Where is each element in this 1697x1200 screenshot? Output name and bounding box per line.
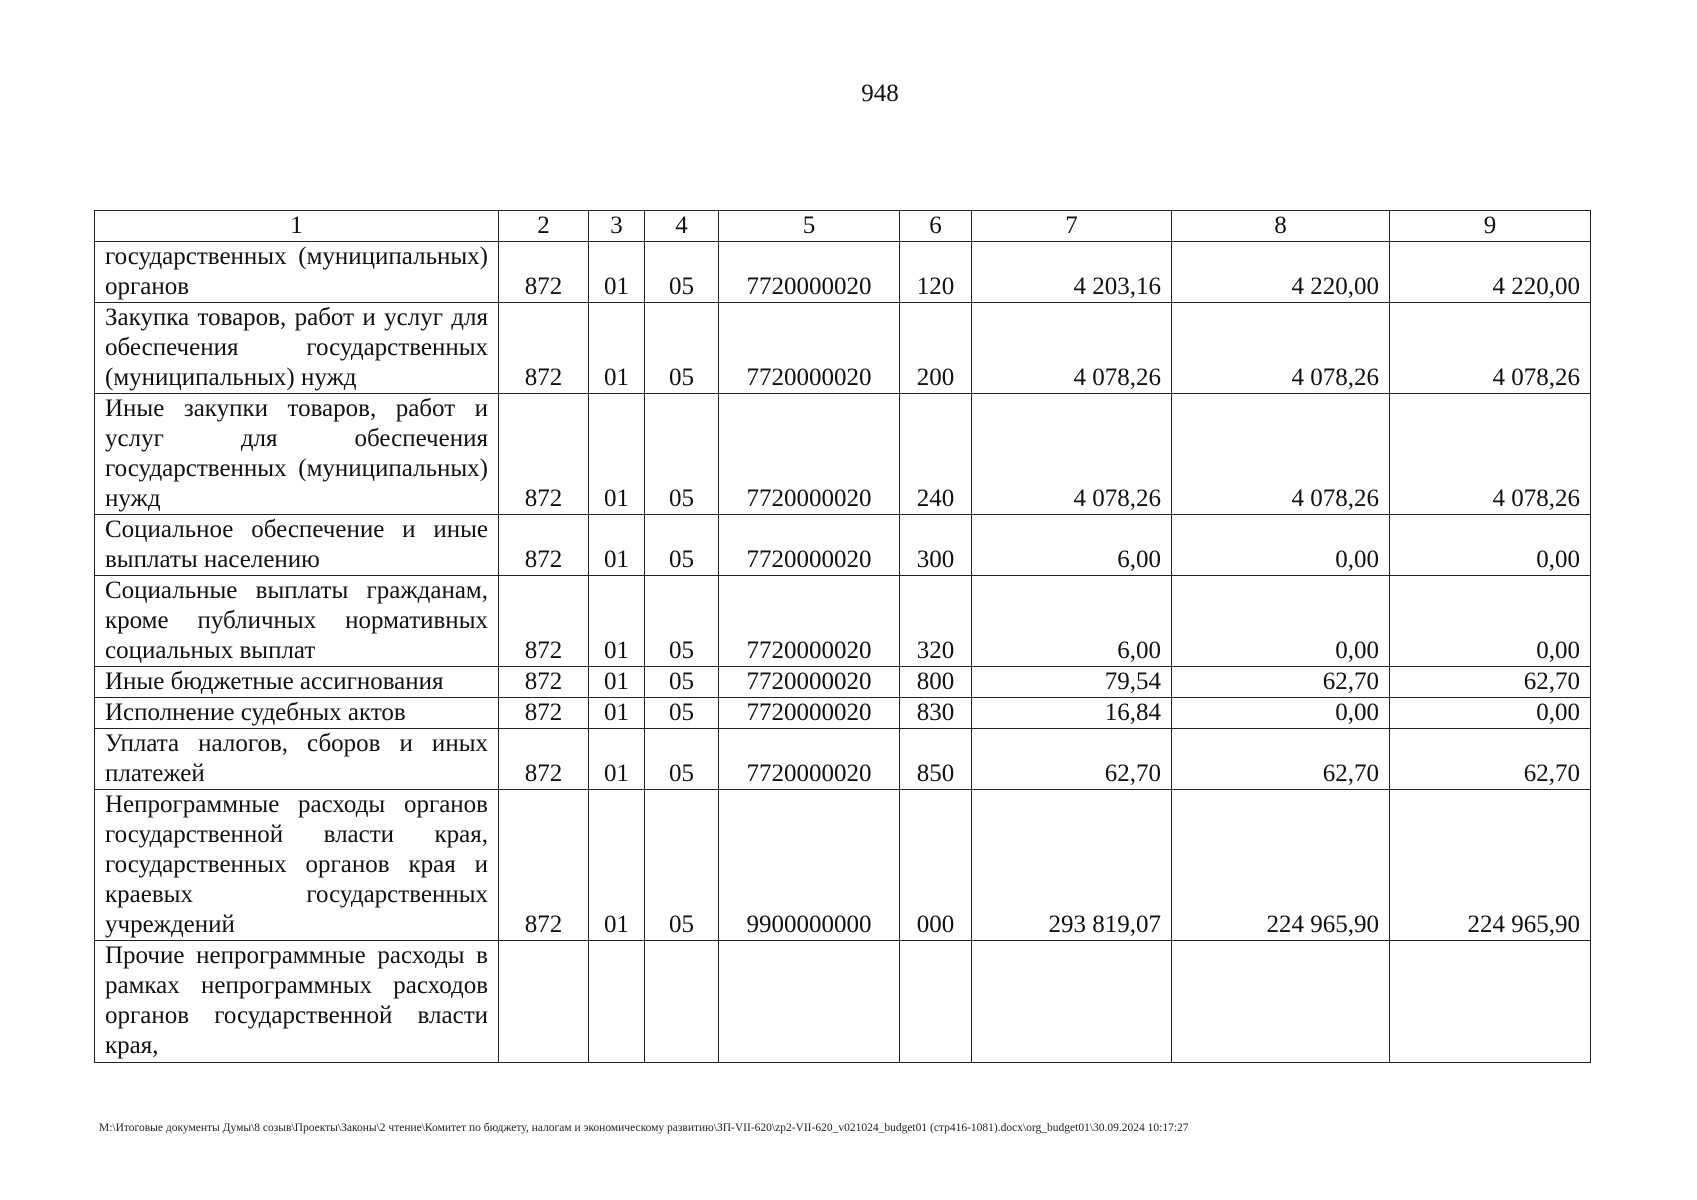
cell-col-3: 01	[589, 394, 645, 515]
cell-col-4: 05	[645, 698, 719, 729]
cell-col-9: 62,70	[1390, 667, 1591, 698]
table-row	[95, 576, 1591, 667]
cell-col-6: 120	[900, 242, 972, 303]
table-row	[95, 394, 1591, 515]
cell-col-2: 872	[499, 698, 589, 729]
cell-col-3: 01	[589, 698, 645, 729]
budget-table	[94, 210, 1591, 1063]
cell-col-6: 320	[900, 576, 972, 667]
cell-col-4: 05	[645, 515, 719, 576]
cell-col-2: 872	[499, 515, 589, 576]
cell-col-9: 0,00	[1390, 698, 1591, 729]
cell-col-5	[719, 941, 900, 1063]
table-row	[95, 698, 1591, 729]
header-col-5: 5	[719, 211, 900, 242]
cell-col-4	[645, 941, 719, 1063]
cell-col-8: 224 965,90	[1172, 790, 1390, 941]
cell-col-9: 4 078,26	[1390, 303, 1591, 394]
cell-col-3: 01	[589, 729, 645, 790]
cell-col-7: 6,00	[972, 515, 1172, 576]
cell-col-4: 05	[645, 394, 719, 515]
header-col-4: 4	[645, 211, 719, 242]
row-name: Социальное обеспечение и иные выплаты населению	[95, 515, 499, 576]
cell-col-9: 4 220,00	[1390, 242, 1591, 303]
cell-col-5: 7720000020	[719, 242, 900, 303]
cell-col-5: 7720000020	[719, 394, 900, 515]
table-row	[95, 242, 1591, 303]
footer-file-path: M:\Итоговые документы Думы\8 созыв\Проекты\Законы\2 чтение\Комитет по бюджету, налогам и экономическому развитию\ЗП-VII-620\zp2-VII-620_v021024_budget01 (стр416-1081).docx\org_budget01\30.09.2024 10:17:27	[99, 1122, 1189, 1134]
header-col-6: 6	[900, 211, 972, 242]
cell-col-8: 62,70	[1172, 729, 1390, 790]
page-number: 948	[861, 80, 899, 107]
row-name: Закупка товаров, работ и услуг для обеспечения государственных (муниципальных) нужд	[95, 303, 499, 394]
cell-col-7: 62,70	[972, 729, 1172, 790]
header-col-8: 8	[1172, 211, 1390, 242]
cell-col-4: 05	[645, 303, 719, 394]
row-name: Уплата налогов, сборов и иных платежей	[95, 729, 499, 790]
cell-col-4: 05	[645, 790, 719, 941]
cell-col-3: 01	[589, 303, 645, 394]
cell-col-7: 16,84	[972, 698, 1172, 729]
cell-col-9: 0,00	[1390, 576, 1591, 667]
cell-col-9: 4 078,26	[1390, 394, 1591, 515]
cell-col-4: 05	[645, 576, 719, 667]
header-col-3: 3	[589, 211, 645, 242]
cell-col-3	[589, 941, 645, 1063]
header-col-9: 9	[1390, 211, 1591, 242]
row-name: государственных (муниципальных) органов	[95, 242, 499, 303]
cell-col-6: 830	[900, 698, 972, 729]
cell-col-9: 62,70	[1390, 729, 1591, 790]
cell-col-7: 79,54	[972, 667, 1172, 698]
cell-col-9	[1390, 941, 1591, 1063]
cell-col-5: 9900000000	[719, 790, 900, 941]
header-col-1: 1	[95, 211, 499, 242]
cell-col-8: 0,00	[1172, 576, 1390, 667]
cell-col-9: 0,00	[1390, 515, 1591, 576]
table-row	[95, 941, 1591, 1063]
cell-col-3: 01	[589, 576, 645, 667]
cell-col-6: 240	[900, 394, 972, 515]
cell-col-6: 850	[900, 729, 972, 790]
cell-col-5: 7720000020	[719, 729, 900, 790]
cell-col-4: 05	[645, 729, 719, 790]
cell-col-5: 7720000020	[719, 303, 900, 394]
cell-col-7: 4 078,26	[972, 303, 1172, 394]
cell-col-7: 4 078,26	[972, 394, 1172, 515]
header-col-7: 7	[972, 211, 1172, 242]
cell-col-3: 01	[589, 515, 645, 576]
cell-col-8	[1172, 941, 1390, 1063]
header-col-2: 2	[499, 211, 589, 242]
cell-col-8: 4 078,26	[1172, 394, 1390, 515]
cell-col-6: 200	[900, 303, 972, 394]
cell-col-2: 872	[499, 394, 589, 515]
cell-col-5: 7720000020	[719, 576, 900, 667]
cell-col-6	[900, 941, 972, 1063]
table-row	[95, 515, 1591, 576]
cell-col-3: 01	[589, 242, 645, 303]
cell-col-8: 0,00	[1172, 698, 1390, 729]
cell-col-6: 800	[900, 667, 972, 698]
table-header-row	[95, 211, 1591, 242]
table-row	[95, 303, 1591, 394]
cell-col-3: 01	[589, 667, 645, 698]
cell-col-2: 872	[499, 303, 589, 394]
cell-col-9: 224 965,90	[1390, 790, 1591, 941]
cell-col-2: 872	[499, 729, 589, 790]
cell-col-8: 62,70	[1172, 667, 1390, 698]
row-name: Социальные выплаты гражданам, кроме публичных нормативных социальных выплат	[95, 576, 499, 667]
cell-col-6: 000	[900, 790, 972, 941]
cell-col-6: 300	[900, 515, 972, 576]
cell-col-7: 6,00	[972, 576, 1172, 667]
cell-col-5: 7720000020	[719, 698, 900, 729]
row-name: Непрограммные расходы органов государственной власти края, государственных органов края и краевых государственных учреждений	[95, 790, 499, 941]
cell-col-8: 4 220,00	[1172, 242, 1390, 303]
cell-col-8: 4 078,26	[1172, 303, 1390, 394]
cell-col-7: 4 203,16	[972, 242, 1172, 303]
cell-col-7: 293 819,07	[972, 790, 1172, 941]
row-name: Иные закупки товаров, работ и услуг для обеспечения государственных (муниципальных) нужд	[95, 394, 499, 515]
cell-col-2	[499, 941, 589, 1063]
table-row	[95, 729, 1591, 790]
row-name: Иные бюджетные ассигнования	[95, 667, 499, 698]
cell-col-7	[972, 941, 1172, 1063]
cell-col-5: 7720000020	[719, 667, 900, 698]
cell-col-5: 7720000020	[719, 515, 900, 576]
cell-col-2: 872	[499, 242, 589, 303]
cell-col-2: 872	[499, 576, 589, 667]
cell-col-4: 05	[645, 667, 719, 698]
row-name: Прочие непрограммные расходы в рамках непрограммных расходов органов государственной власти края,	[95, 941, 499, 1063]
cell-col-8: 0,00	[1172, 515, 1390, 576]
row-name: Исполнение судебных актов	[95, 698, 499, 729]
cell-col-2: 872	[499, 790, 589, 941]
cell-col-4: 05	[645, 242, 719, 303]
table-row	[95, 667, 1591, 698]
cell-col-3: 01	[589, 790, 645, 941]
cell-col-2: 872	[499, 667, 589, 698]
table-row	[95, 790, 1591, 941]
